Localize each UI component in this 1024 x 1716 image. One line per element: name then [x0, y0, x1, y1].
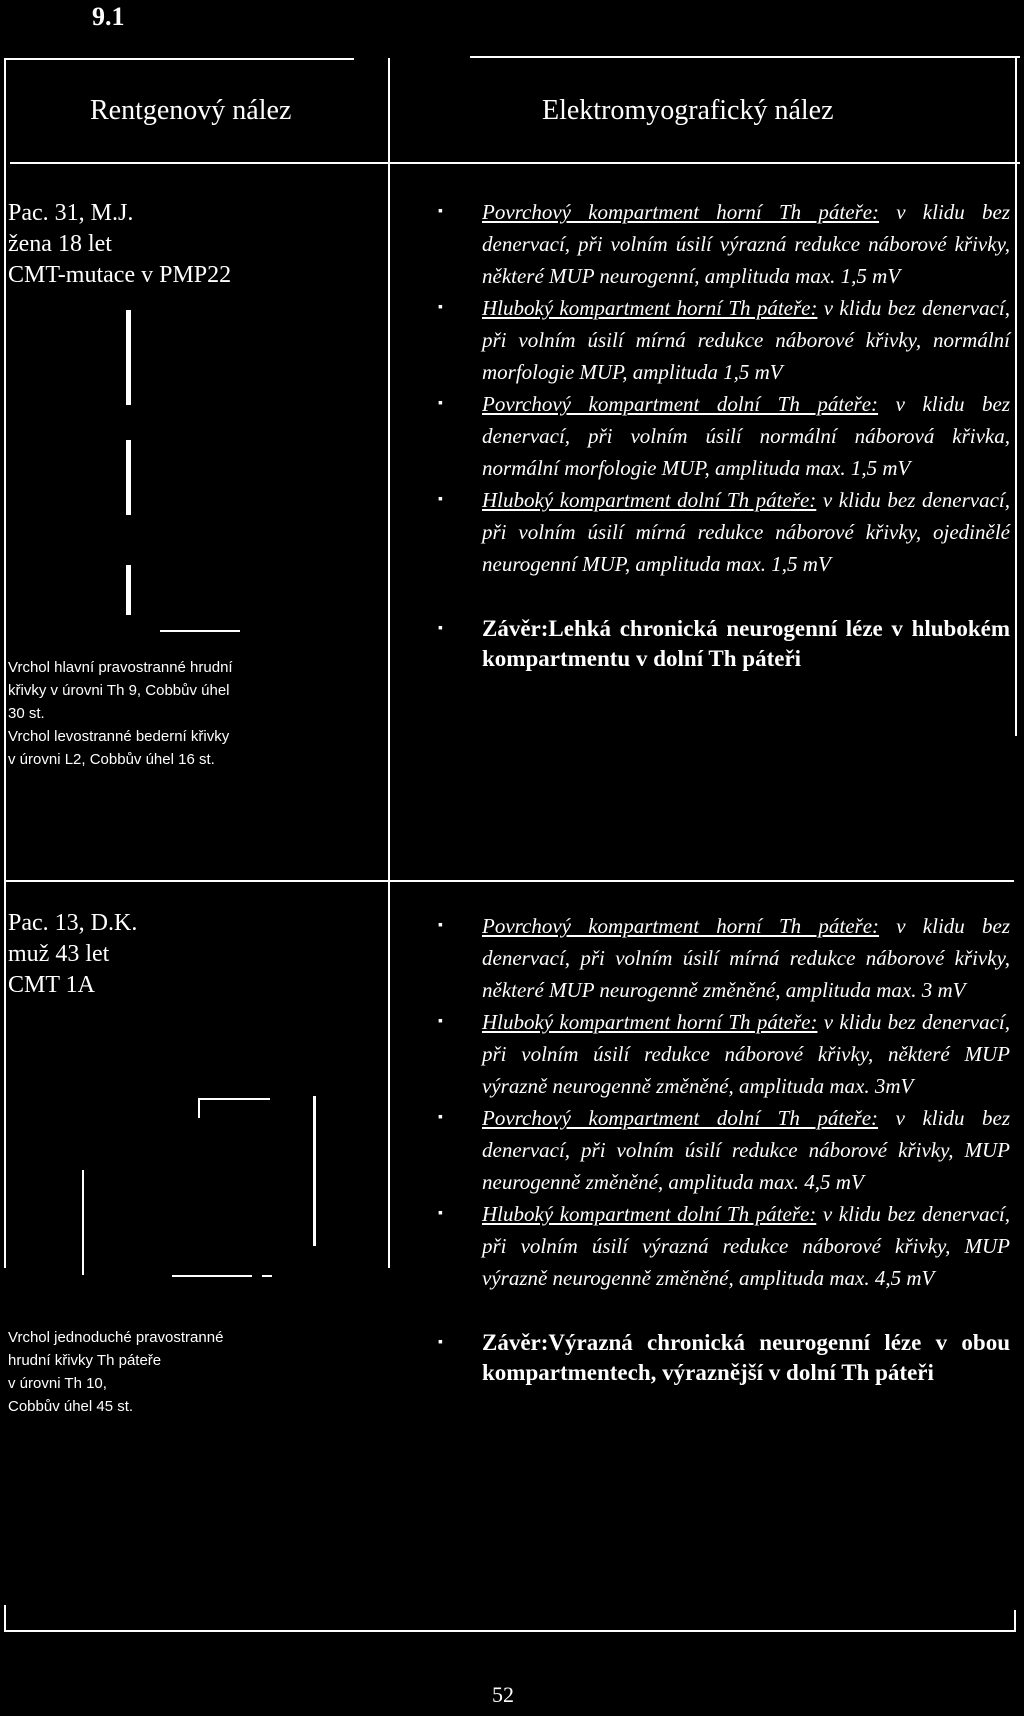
- xray-caption-line: křivky v úrovni Th 9, Cobbův úhel: [8, 682, 230, 699]
- emg-item: [438, 910, 1010, 1006]
- bullet-icon: ▪: [438, 621, 443, 636]
- page-heading: 9.1: [92, 2, 125, 31]
- emg-item-text: v klidu bez denervací, při volním úsilí výrazná redukce náborové křivky, některé MUP neurogenní, amplituda max. 1,5 mV: [482, 200, 1010, 288]
- emg-item: [438, 1006, 1010, 1102]
- bullet-icon: ▪: [438, 300, 443, 315]
- emg-conclusion-text: Závěr:Lehká chronická neurogenní léze v hlubokém kompartmentu v dolní Th páteři: [482, 616, 1010, 671]
- emg-findings-2: [438, 910, 1011, 1388]
- emg-conclusion: [438, 1328, 1010, 1388]
- patient-id: Pac. 13, D.K.: [8, 910, 138, 936]
- emg-item-text: v klidu bez denervací, při volním úsilí redukce náborové křivky, některé MUP výrazně neurogenně změněné, amplituda max. 3mV: [482, 1010, 1010, 1098]
- emg-item-text: v klidu bez denervací, při volním úsilí normální náborová křivka, normální morfologie MUP, amplituda max. 1,5 mV: [482, 392, 1011, 480]
- xray-caption-line: v úrovni Th 10,: [8, 1375, 107, 1392]
- xray-caption-line: Vrchol hlavní pravostranné hrudní: [8, 659, 233, 676]
- emg-item: [438, 1198, 1010, 1294]
- patient-sex-age: žena 18 let: [8, 231, 112, 257]
- emg-item-text: v klidu bez denervací, při volním úsilí redukce náborové křivky, MUP neurogenně změněné, amplituda max. 4,5 mV: [482, 1106, 1011, 1194]
- xray-caption-line: v úrovni L2, Cobbův úhel 16 st.: [8, 751, 215, 768]
- patient-info-1: [8, 198, 231, 291]
- emg-conclusion-text: Závěr:Výrazná chronická neurogenní léze v obou kompartmentech, výraznější v dolní Th páteři: [482, 1330, 1010, 1385]
- bullet-icon: ▪: [438, 1014, 443, 1029]
- emg-item-title: Hluboký kompartment dolní Th páteře:: [482, 488, 817, 512]
- table-top-rule-left: [4, 58, 354, 60]
- xray-caption-2: [8, 1326, 383, 1418]
- table-left-border: [4, 58, 6, 1268]
- bullet-icon: ▪: [438, 492, 443, 507]
- patient-diagnosis: CMT-mutace v PMP22: [8, 262, 232, 288]
- xray-caption-line: Vrchol levostranné bederní křivky: [8, 728, 230, 745]
- emg-item: [438, 388, 1011, 484]
- emg-item-text: v klidu bez denervací, při volním úsilí výrazná redukce náborové křivky, MUP výrazně neurogenně změněné, amplituda max. 4,5 mV: [482, 1202, 1010, 1290]
- xray-caption-line: Vrchol jednoduché pravostranné: [8, 1329, 224, 1346]
- emg-item-title: Povrchový kompartment dolní Th páteře:: [482, 1106, 879, 1130]
- column-header-xray: Rentgenový nález: [90, 95, 292, 126]
- emg-item-text: v klidu bez denervací, při volním úsilí mírná redukce náborové křivky, ojedinělé neurogenní MUP, amplituda max. 1,5 mV: [482, 488, 1010, 576]
- emg-item-title: Povrchový kompartment horní Th páteře:: [482, 200, 880, 224]
- xray-caption-line: 30 st.: [8, 705, 45, 722]
- xray-caption-line: Cobbův úhel 45 st.: [8, 1398, 134, 1415]
- emg-item-text: v klidu bez denervací, při volním úsilí mírná redukce náborové křivky, některé MUP neurogenně změněné, amplituda max. 3 mV: [482, 914, 1010, 1002]
- column-header-emg: Elektromyografický nález: [542, 95, 834, 126]
- bullet-icon: ▪: [438, 1206, 443, 1221]
- emg-item: [438, 196, 1010, 292]
- xray-caption-1: [8, 656, 383, 771]
- table-bottom-rule: [4, 1630, 1016, 1632]
- table-column-divider: [388, 58, 390, 1268]
- xray-caption-line: hrudní křivky Th páteře: [8, 1352, 162, 1369]
- bullet-icon: ▪: [438, 918, 443, 933]
- bullet-icon: ▪: [438, 1110, 443, 1125]
- patient-id: Pac. 31, M.J.: [8, 200, 134, 226]
- emg-item-text: v klidu bez denervací, při volním úsilí mírná redukce náborové křivky, normální morfologie MUP, amplituda 1,5 mV: [482, 296, 1010, 384]
- emg-conclusion: [438, 614, 1010, 674]
- bullet-icon: ▪: [438, 396, 443, 411]
- emg-item-title: Povrchový kompartment dolní Th páteře:: [482, 392, 879, 416]
- emg-item: [438, 484, 1010, 580]
- patient-sex-age: muž 43 let: [8, 941, 110, 967]
- table-bottom-left-tick: [4, 1605, 6, 1632]
- header-bottom-rule: [10, 162, 1020, 164]
- emg-item-title: Hluboký kompartment horní Th páteře:: [482, 296, 818, 320]
- emg-findings-1: [438, 196, 1011, 674]
- emg-item-title: Hluboký kompartment horní Th páteře:: [482, 1010, 818, 1034]
- patient-diagnosis: CMT 1A: [8, 972, 95, 998]
- row-divider-rule: [4, 880, 1014, 882]
- emg-item: [438, 292, 1010, 388]
- table-top-rule-right: [470, 56, 1020, 58]
- emg-item: [438, 1102, 1011, 1198]
- bullet-icon: ▪: [438, 1335, 443, 1350]
- bullet-icon: ▪: [438, 204, 443, 219]
- emg-item-title: Povrchový kompartment horní Th páteře:: [482, 914, 880, 938]
- table-bottom-right-tick: [1014, 1610, 1016, 1632]
- page-number: 52: [492, 1682, 514, 1707]
- table-right-border-upper: [1015, 56, 1017, 736]
- emg-item-title: Hluboký kompartment dolní Th páteře:: [482, 1202, 817, 1226]
- patient-info-2: [8, 908, 137, 1001]
